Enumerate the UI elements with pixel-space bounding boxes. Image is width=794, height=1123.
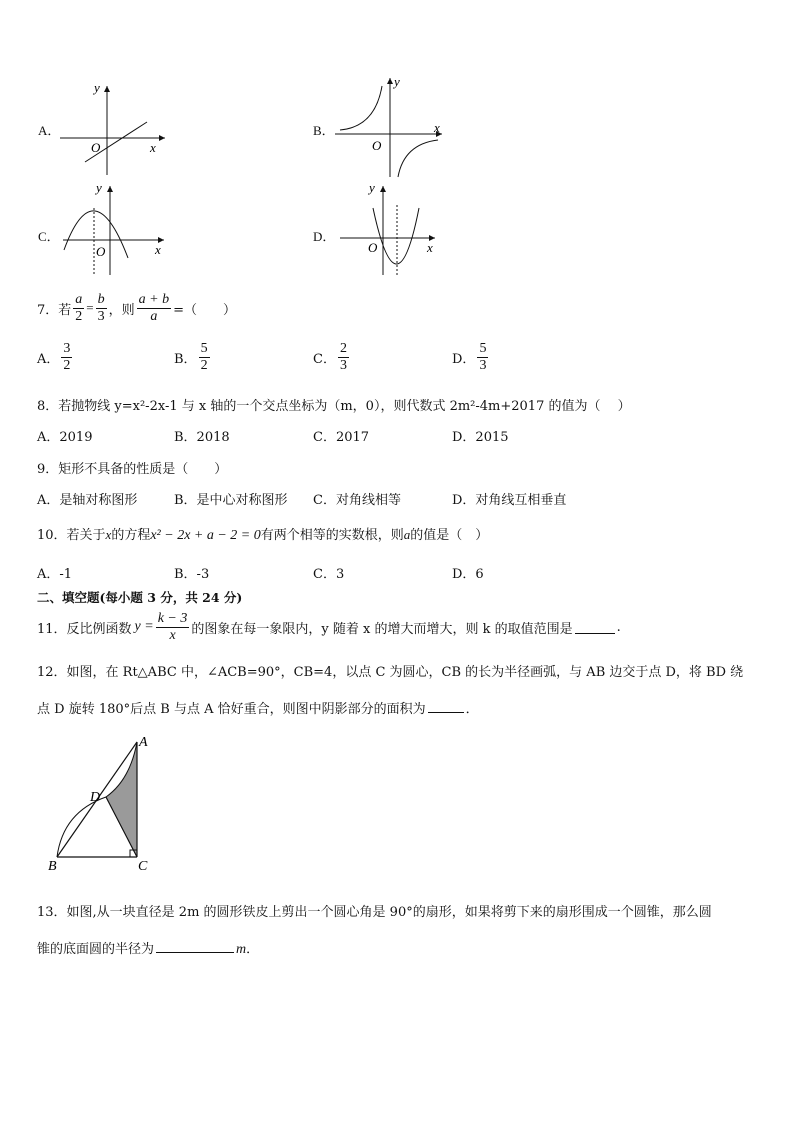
q8-option-d: D．2015 [452,430,509,445]
graph-b-y-label: y [394,74,400,89]
q10-option-d: D．6 [452,567,484,582]
graph-c-x-label: x [155,242,161,257]
option-a-label: A． [38,123,61,138]
graph-c-y-label: y [96,180,102,195]
q10-equation: x² − 2x + a − 2 = 0 [150,528,261,543]
question-9: 9．矩形不具备的性质是（ ） [37,462,228,477]
section-2-title: 二、填空题(每小题 3 分，共 24 分) [37,590,243,605]
point-d-label: D [90,790,101,805]
q10-option-c: C．3 [313,567,345,582]
q10-option-a: A．-1 [37,567,73,582]
option-c-label: C． [38,229,60,244]
graph-d-x-label: x [427,240,433,255]
graph-b-origin: O [372,138,382,153]
q8-option-b: B．2018 [174,430,230,445]
graph-c-origin: O [96,244,106,259]
q8-option-a: A．2019 [37,430,93,445]
question-8: 8．若抛物线 y=x²-2x-1 与 x 轴的一个交点坐标为（m，0），则代数式 2m²-4m+2017 的值为（ ） [37,399,631,414]
q7-option-c: C． $\frac{2}{3}$ [313,340,347,373]
option-d-label: D． [313,229,336,244]
graph-d-origin: O [368,240,378,255]
graph-d-parabola [335,180,445,280]
graph-c-parabola [60,180,170,280]
point-a-label: A [139,735,148,750]
graph-a-y-label: y [94,80,100,95]
q10-option-b: B．-3 [174,567,210,582]
q9-option-a: A．是轴对称图形 [37,493,138,508]
question-13-line-2: 锥的底面圆的半径为 m． [37,942,260,957]
q7-fraction-b: $\frac{b}{3}$ [97,291,105,324]
q7-prefix: 7．若 [37,302,72,318]
q12-answer-blank [428,700,464,713]
graph-b-x-label: x [434,120,440,135]
option-b-label: B． [313,123,335,138]
graph-a-linear [55,80,170,180]
q9-option-b: B．是中心对称图形 [174,493,288,508]
question-12-line-2: 点 D 旋转 180°后点 B 与点 A 恰好重合，则图中阴影部分的面积为 ． [37,702,479,717]
point-c-label: C [138,859,148,874]
graph-d-y-label: y [369,180,375,195]
q13-answer-blank [156,940,234,953]
question-10: 10．若关于x的方程x² − 2x + a − 2 = 0有两个相等的实数根，则a的值是（ ） [37,527,489,543]
q7-option-d: D． $\frac{5}{3}$ [452,340,487,373]
question-12-line-1: 12．如图，在 Rt△ABC 中，∠ACB=90°，CB=4，以点 C 为圆心，CB 的长为半径画弧，与 AB 边交于点 D，将 BD 绕 [37,665,744,680]
q12-figure [45,730,160,875]
q11-fraction: $\frac{k - 3}{x}$ [157,610,188,643]
q7-option-a: A． $\frac{3}{2}$ [37,340,71,373]
q7-option-b: B． $\frac{5}{2}$ [174,340,208,373]
q9-option-d: D．对角线互相垂直 [452,493,567,508]
q11-answer-blank [575,621,615,634]
question-11: 11．反比例函数 y = $\frac{k - 3}{x}$ 的图象在每一象限内，y 随着 x 的增大而增大，则 k 的取值范围是 . [37,610,621,643]
question-7: 7．若 $\frac{a}{2}$ = $\frac{b}{3}$ ，则 $\frac{a + b}{a}$ =（ ） [37,291,236,324]
point-b-label: B [48,859,57,874]
q9-option-c: C．对角线相等 [313,493,401,508]
graph-a-origin: O [91,140,101,155]
graph-a-x-label: x [150,140,156,155]
question-13-line-1: 13．如图,从一块直径是 2m 的圆形铁皮上剪出一个圆心角是 90°的扇形，如果将剪下来的扇形围成一个圆锥，那么圆 [37,905,712,920]
q7-fraction-sum: $\frac{a + b}{a}$ [138,291,170,324]
q8-option-c: C．2017 [313,430,370,445]
graph-b-hyperbola [330,72,450,182]
q7-fraction-a: $\frac{a}{2}$ [75,291,83,324]
